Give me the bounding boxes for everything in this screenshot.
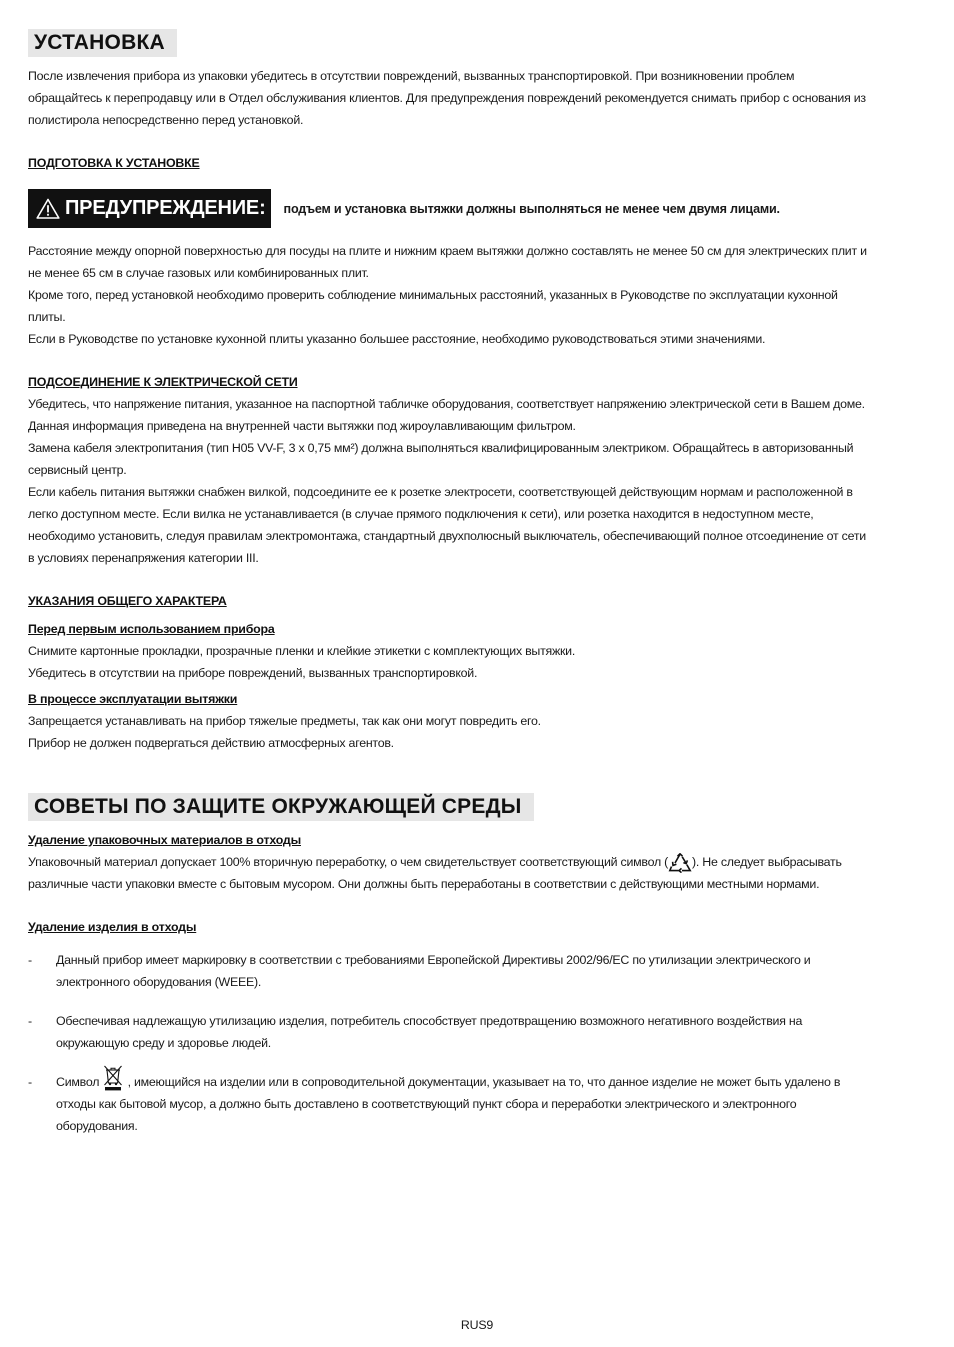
text-line: Замена кабеля электропитания (тип H05 VV-F, 3 x 0,75 мм²) должна выполняться квалифицированным электриком. Обращайтесь в авторизованный: [28, 441, 854, 455]
bullet-dash: -: [28, 1075, 33, 1089]
bullet-dash: -: [28, 953, 33, 967]
text-line: Если кабель питания вытяжки снабжен вилкой, подсоедините ее к розетке электросети, соответствующей действующим нормам и расположенной в: [28, 485, 853, 499]
warning-badge: [28, 189, 271, 228]
bullet-dash: -: [28, 1014, 33, 1028]
text-line: Если в Руководстве по установке кухонной плиты указанно большее расстояние, необходимо руководствоваться этими значениями.: [28, 332, 766, 346]
disposal-list: [28, 949, 928, 1137]
warning-triangle-icon: [36, 198, 60, 219]
text-line: Данный прибор имеет маркировку в соответствии с требованиями Европейской Директивы 2002/96/ЕС по утилизации электрического и: [56, 953, 811, 967]
text-line: обращайтесь к перепродавцу или в Отдел обслуживания клиентов. Для предупреждения повреждений рекомендуется снимать прибор с основания из: [28, 91, 866, 105]
text-line: После извлечения прибора из упаковки убедитесь в отсутствии повреждений, вызванных транспортировкой. При возникновении проблем: [28, 69, 795, 83]
text-line: отходы как бытовой мусор, а должно быть доставлено в соответствующий пункт сбора и переработки электрического и электронного: [56, 1097, 797, 1111]
heading-general: УКАЗАНИЯ ОБЩЕГО ХАРАКТЕРА: [28, 594, 227, 608]
heading-packaging: Удаление упаковочных материалов в отходы: [28, 833, 301, 847]
list-item: [28, 1071, 928, 1137]
heading-electrical: ПОДСОЕДИНЕНИЕ К ЭЛЕКТРИЧЕСКОЙ СЕТИ: [28, 375, 298, 389]
text-line: Обеспечивая надлежащую утилизацию изделия, потребитель способствует предотвращению возможного негативного воздействия на: [56, 1014, 803, 1028]
heading-preparation: ПОДГОТОВКА К УСТАНОВКЕ: [28, 156, 200, 170]
text-line: Снимите картонные прокладки, прозрачные пленки и клейкие этикетки с комплектующих вытяжки.: [28, 644, 576, 658]
text-line: [56, 1071, 928, 1093]
heading-disposal: Удаление изделия в отходы: [28, 920, 197, 934]
text-line: электронного оборудования (WEEE).: [56, 975, 262, 989]
packaging-text-before-icon: Упаковочный материал допускает 100% вторичную переработку, о чем свидетельствует соответствующий символ (: [28, 855, 669, 869]
bullet3-text-after-icon: , имеющийся на изделии или в сопроводительной документации, указывает на то, что данное изделие не может быть удалено в: [127, 1075, 841, 1089]
text-line: в условиях перенапряжения категории III.: [28, 551, 259, 565]
text-line: Запрещается устанавливать на прибор тяжелые предметы, так как они могут повредить его.: [28, 714, 541, 728]
warning-text: подъем и установка вытяжки должны выполняться не менее чем двумя лицами.: [283, 201, 780, 216]
list-item: [28, 949, 928, 993]
section-title-environment: СОВЕТЫ ПО ЗАЩИТЕ ОКРУЖАЮЩЕЙ СРЕДЫ: [28, 793, 534, 821]
text-line: сервисный центр.: [28, 463, 127, 477]
text-line: Кроме того, перед установкой необходимо проверить соблюдение минимальных расстояний, указанных в Руководстве по эксплуатации кухонной: [28, 288, 838, 302]
packaging-section: [28, 829, 928, 895]
text-line: Убедитесь в отсутствии на приборе повреждений, вызванных транспортировкой.: [28, 666, 478, 680]
text-line: окружающую среду и здоровье людей.: [56, 1036, 271, 1050]
electrical-section: [28, 371, 928, 569]
section-title-installation: УСТАНОВКА: [28, 29, 177, 57]
text-line: Данная информация приведена на внутренней части вытяжки под жироулавливающим фильтром.: [28, 419, 576, 433]
text-line: Убедитесь, что напряжение питания, указанное на паспортной табличке оборудования, соответствует напряжению электрической сети в Вашем доме.: [28, 397, 865, 411]
bullet3-text-before-icon: Символ: [56, 1075, 100, 1089]
installation-intro: [28, 65, 928, 131]
text-line: [28, 851, 928, 873]
text-line: Прибор не должен подвергаться действию атмосферных агентов.: [28, 736, 394, 750]
heading-first-use: Перед первым использованием прибора: [28, 622, 275, 636]
text-line: легко доступном месте. Если вилка не устанавливается (в случае прямого подключения к сети), или розетка находится в недоступном месте,: [28, 507, 814, 521]
page-number: RUS9: [460, 1318, 494, 1332]
warning-row: [28, 189, 780, 228]
first-use-section: [28, 618, 928, 684]
text-line: оборудования.: [56, 1119, 138, 1133]
packaging-text-after-icon: ). Не следует выбрасывать: [692, 855, 842, 869]
text-line: полистирола непосредственно перед установкой.: [28, 113, 304, 127]
warning-label: ПРЕДУПРЕЖДЕНИЕ:: [65, 197, 266, 219]
heading-operation: В процессе эксплуатации вытяжки: [28, 692, 238, 706]
text-line: Расстояние между опорной поверхностью для посуды на плите и нижним краем вытяжки должно составлять не менее 50 см для электрических плит и: [28, 244, 867, 258]
text-line: не менее 65 см в случае газовых или комбинированных плит.: [28, 266, 369, 280]
preparation-text: [28, 240, 928, 350]
text-line: необходимо установить, следуя правилам электромонтажа, стандартный двухполюсный выключатель, обеспечивающий полное отсоединение от сети: [28, 529, 866, 543]
recycle-icon: [668, 853, 692, 873]
crossed-bin-icon: [102, 1063, 124, 1091]
text-line: плиты.: [28, 310, 66, 324]
operation-section: [28, 688, 928, 754]
text-line: различные части упаковки вместе с бытовым мусором. Они должны быть переработаны в соответствии с действующими местными нормами.: [28, 877, 820, 891]
list-item: [28, 1010, 928, 1054]
